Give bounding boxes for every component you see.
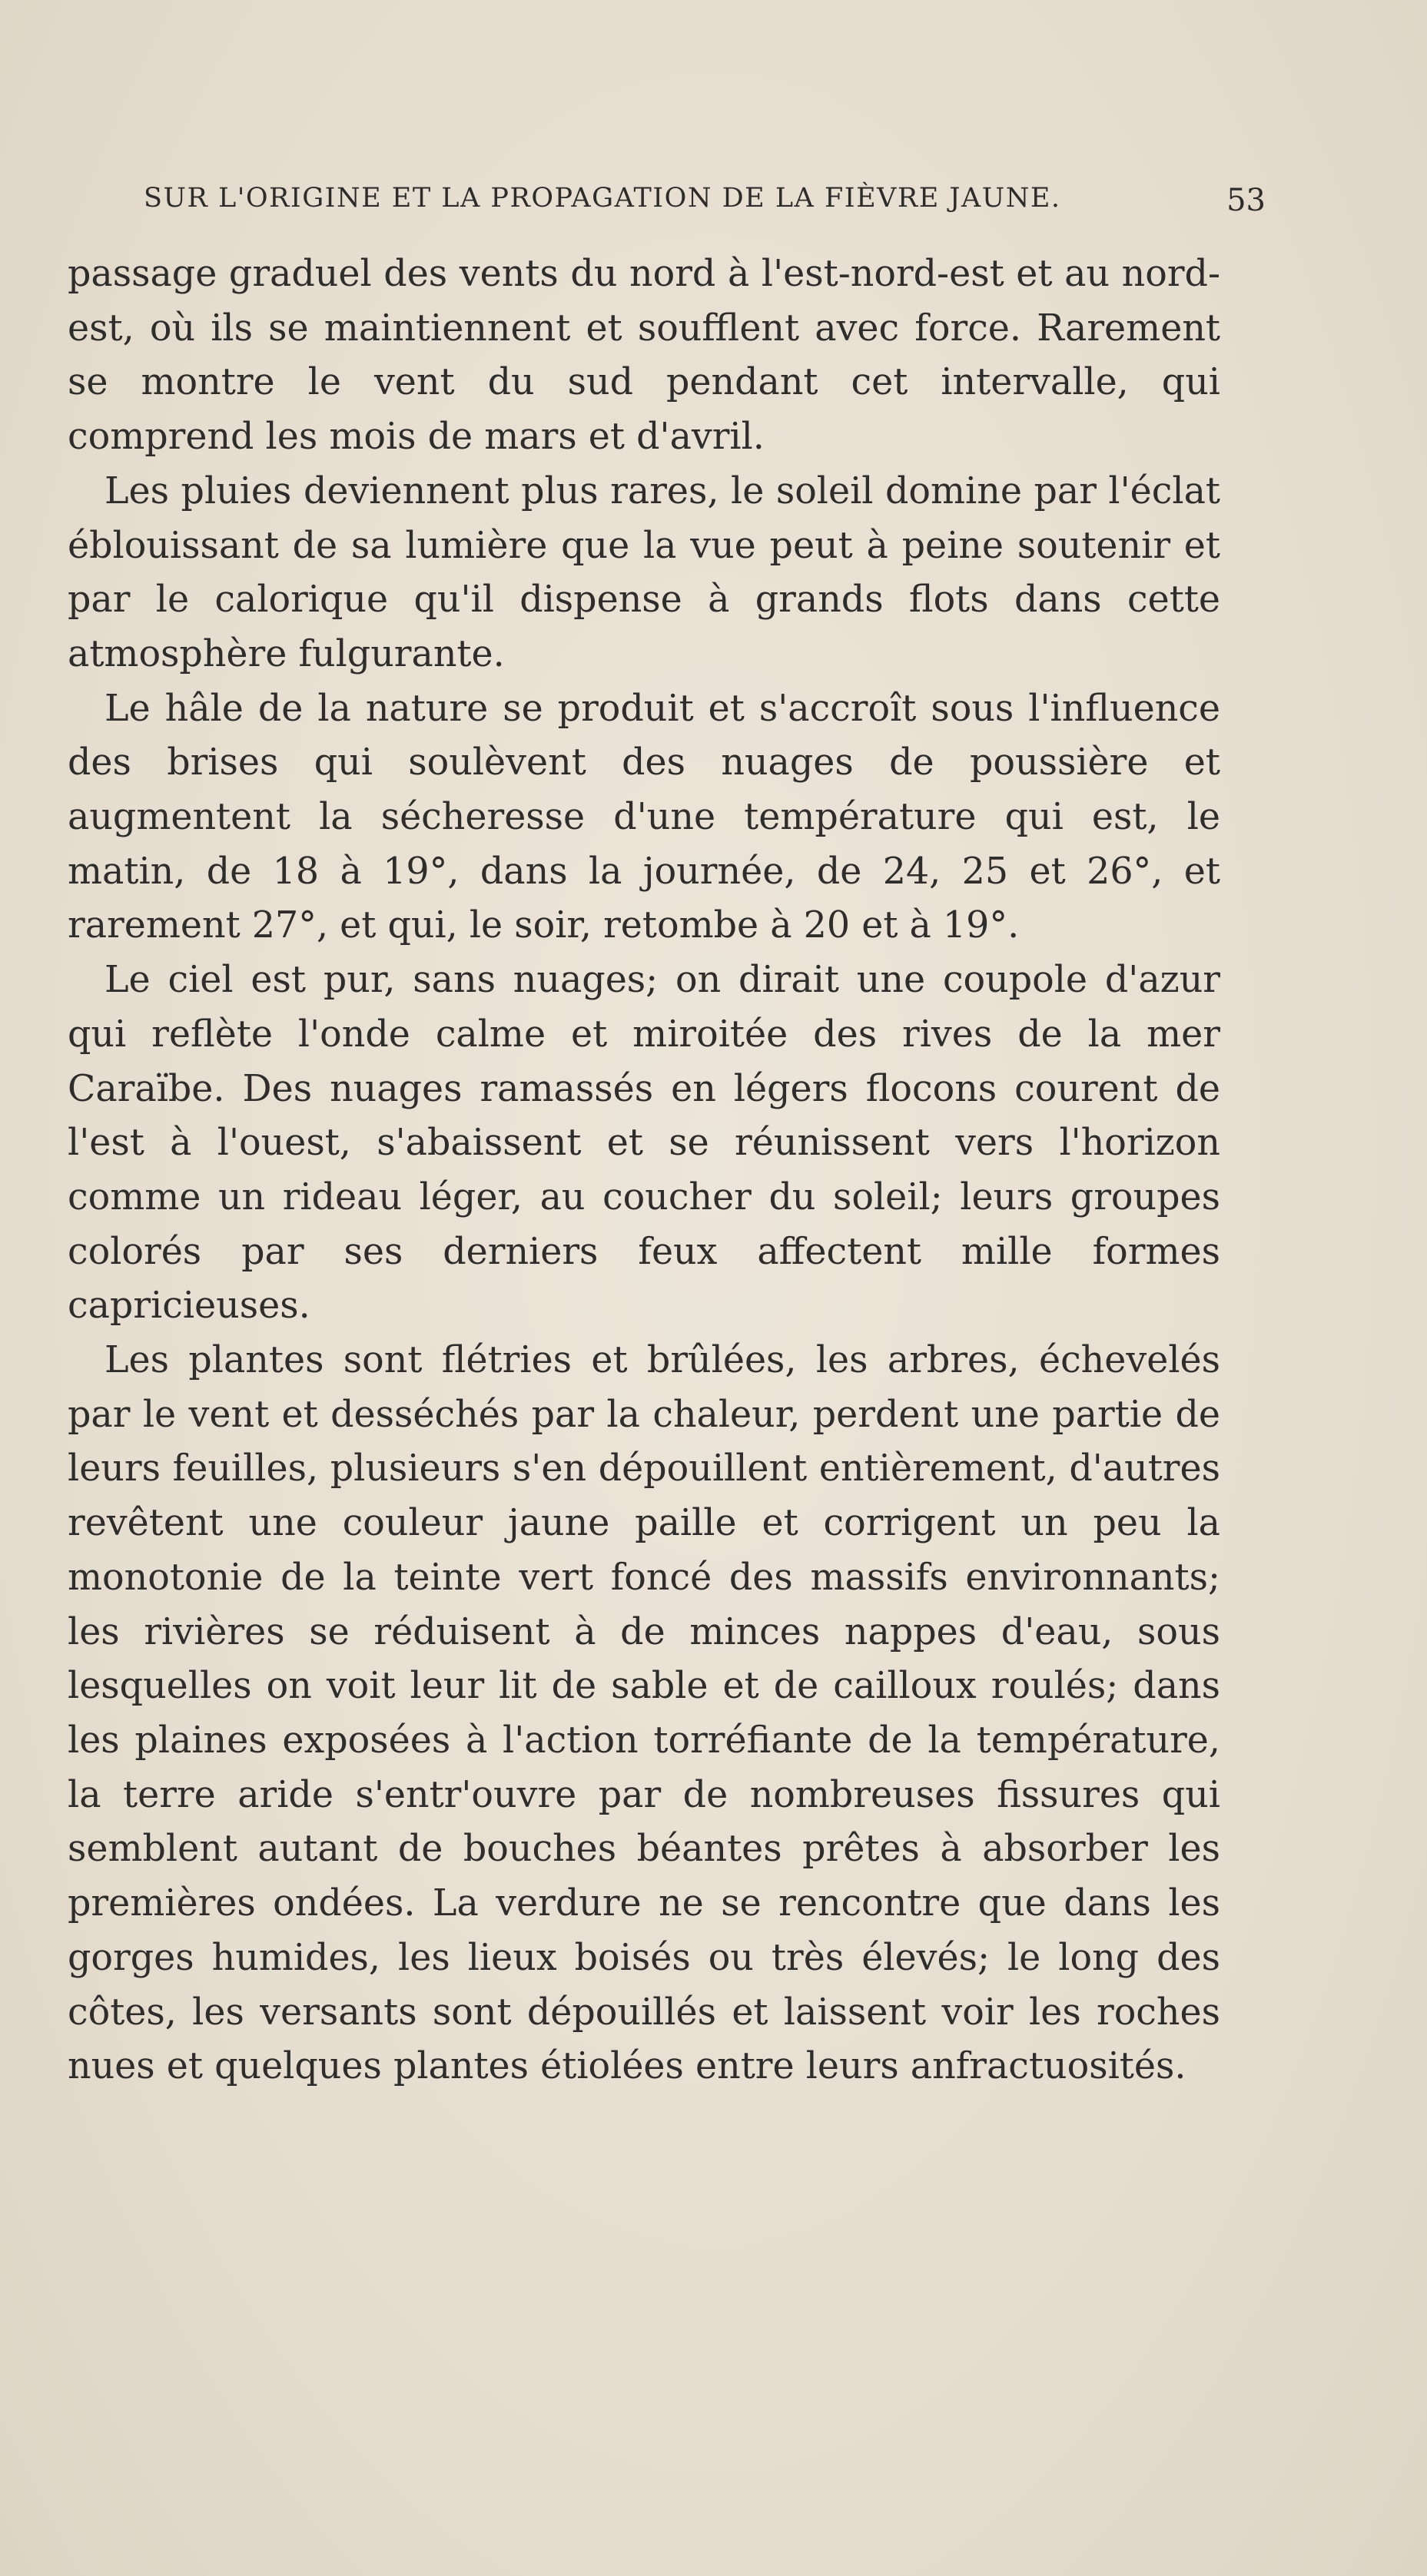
page-number: 53 [1226,183,1266,218]
paragraph: Le hâle de la nature se produit et s'accroît sous l'influence des brises qui soulèvent des nuages de poussière et augmentent la sécheresse d'une température qui est, le matin, de 18 à 19°, dans la journée, de 24, 25 et 26°, et rarement 27°, et qui, le soir, retombe à 20 et à 19°. [68,687,1220,947]
body-text [68,247,1220,2094]
page-header [144,183,1266,229]
paragraph: Les pluies deviennent plus rares, le soleil domine par l'éclat éblouissant de sa lumière que la vue peut à peine soutenir et par le calorique qu'il dispense à grands flots dans cette atmosphère fulgurante. [68,469,1220,675]
running-head: SUR L'ORIGINE ET LA PROPAGATION DE LA FIÈVRE JAUNE. [144,183,1061,214]
paragraph: Le ciel est pur, sans nuages; on dirait une coupole d'azur qui reflète l'onde calme et miroitée des rives de la mer Caraïbe. Des nuages ramassés en légers flocons courent de l'est à l'ouest, s'abaissent et se réunissent vers l'horizon comme un rideau léger, au coucher du soleil; leurs groupes colorés par ses derniers feux affectent mille formes capricieuses. [68,959,1220,1328]
paragraph-continued: passage graduel des vents du nord à l'est-nord-est et au nord-est, où ils se maintiennent et soufflent avec force. Rarement se montre le vent du sud pendant cet intervalle, qui comprend les mois de mars et d'avril. [68,253,1220,459]
paragraph: Les plantes sont flétries et brûlées, les arbres, échevelés par le vent et desséchés par la chaleur, perdent une partie de leurs feuilles, plusieurs s'en dépouillent entièrement, d'autres revêtent une couleur jaune paille et corrigent un peu la monotonie de la teinte vert foncé des massifs environnants; les rivières se réduisent à de minces nappes d'eau, sous lesquelles on voit leur lit de sable et de cailloux roulés; dans les plaines exposées à l'action torréfiante de la température, la terre aride s'entr'ouvre par de nombreuses fissures qui semblent autant de bouches béantes prêtes à absorber les premières ondées. La verdure ne se rencontre que dans les gorges humides, les lieux boisés ou très élevés; le long des côtes, les versants sont dépouillés et laissent voir les roches nues et quelques plantes étiolées entre leurs anfractuosités. [68,1339,1220,2088]
